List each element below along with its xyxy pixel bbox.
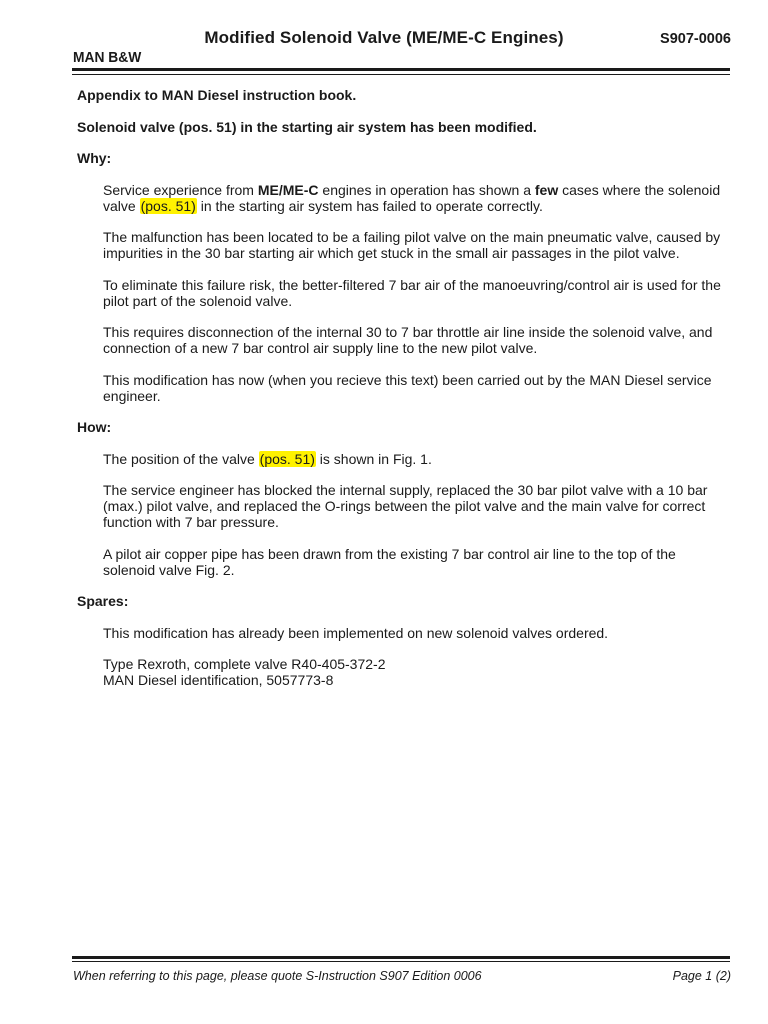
page-number: Page 1 (2) bbox=[672, 969, 731, 983]
how-paragraph-1: The position of the valve (pos. 51) is shown in Fig. 1. bbox=[103, 450, 432, 467]
how-paragraph-2: The service engineer has blocked the internal supply, replaced the 30 bar pilot valve with a 10 bar (max.) pilot valve, and replaced the O-rings between the pilot valve and the main valve for correct function with 7 bar pressure. bbox=[103, 482, 708, 530]
how-paragraph-3: A pilot air copper pipe has been drawn from the existing 7 bar control air line to the top of the solenoid valve Fig. 2. bbox=[103, 545, 676, 578]
why-paragraph-2: The malfunction has been located to be a failing pilot valve on the main pneumatic valve, caused by impurities in the 30 bar starting air which get stuck in the small air passages in the pilot valve. bbox=[103, 229, 721, 261]
footer-rule bbox=[72, 956, 730, 959]
pos-51-highlight: (pos. 51) bbox=[259, 450, 315, 467]
why-paragraph-4: This requires disconnection of the internal 30 to 7 bar throttle air line inside the solenoid valve, and connection of a new 7 bar control air supply line to the new pilot valve. bbox=[103, 324, 713, 356]
appendix-line: Appendix to MAN Diesel instruction book. bbox=[77, 87, 357, 103]
document-body bbox=[77, 87, 727, 704]
document-title: Modified Solenoid Valve (ME/ME-C Engines) bbox=[204, 28, 564, 47]
spares-paragraph-1: This modification has already been implemented on new solenoid valves ordered. bbox=[103, 624, 609, 641]
spares-id-line: MAN Diesel identification, 5057773-8 bbox=[103, 672, 334, 688]
solenoid-line: Solenoid valve (pos. 51) in the starting air system has been modified. bbox=[77, 118, 537, 135]
why-paragraph-5: This modification has now (when you recieve this text) been carried out by the MAN Diesel service engineer. bbox=[103, 371, 712, 404]
spares-heading: Spares: bbox=[77, 593, 129, 609]
brand-logo: MAN B&W bbox=[73, 49, 142, 66]
pos-51-highlight: (pos. 51) bbox=[140, 197, 196, 214]
footer-rule-thin bbox=[72, 961, 730, 962]
why-heading: Why: bbox=[77, 150, 112, 166]
spares-type-line: Type Rexroth, complete valve R40-405-372-2 bbox=[103, 656, 386, 672]
header-rule-thin bbox=[72, 74, 730, 75]
document-code: S907-0006 bbox=[660, 31, 731, 47]
header-rule bbox=[72, 68, 730, 71]
how-heading: How: bbox=[77, 419, 112, 435]
footer-reference: When referring to this page, please quote S-Instruction S907 Edition 0006 bbox=[73, 969, 482, 983]
why-paragraph-1: Service experience from ME/ME-C engines in operation has shown a few cases where the solenoid valve (pos. 51) in the starting air system has failed to operate correctly. bbox=[103, 181, 721, 214]
why-paragraph-3: To eliminate this failure risk, the better-filtered 7 bar air of the manoeuvring/control air is used for the pilot part of the solenoid valve. bbox=[103, 276, 721, 309]
